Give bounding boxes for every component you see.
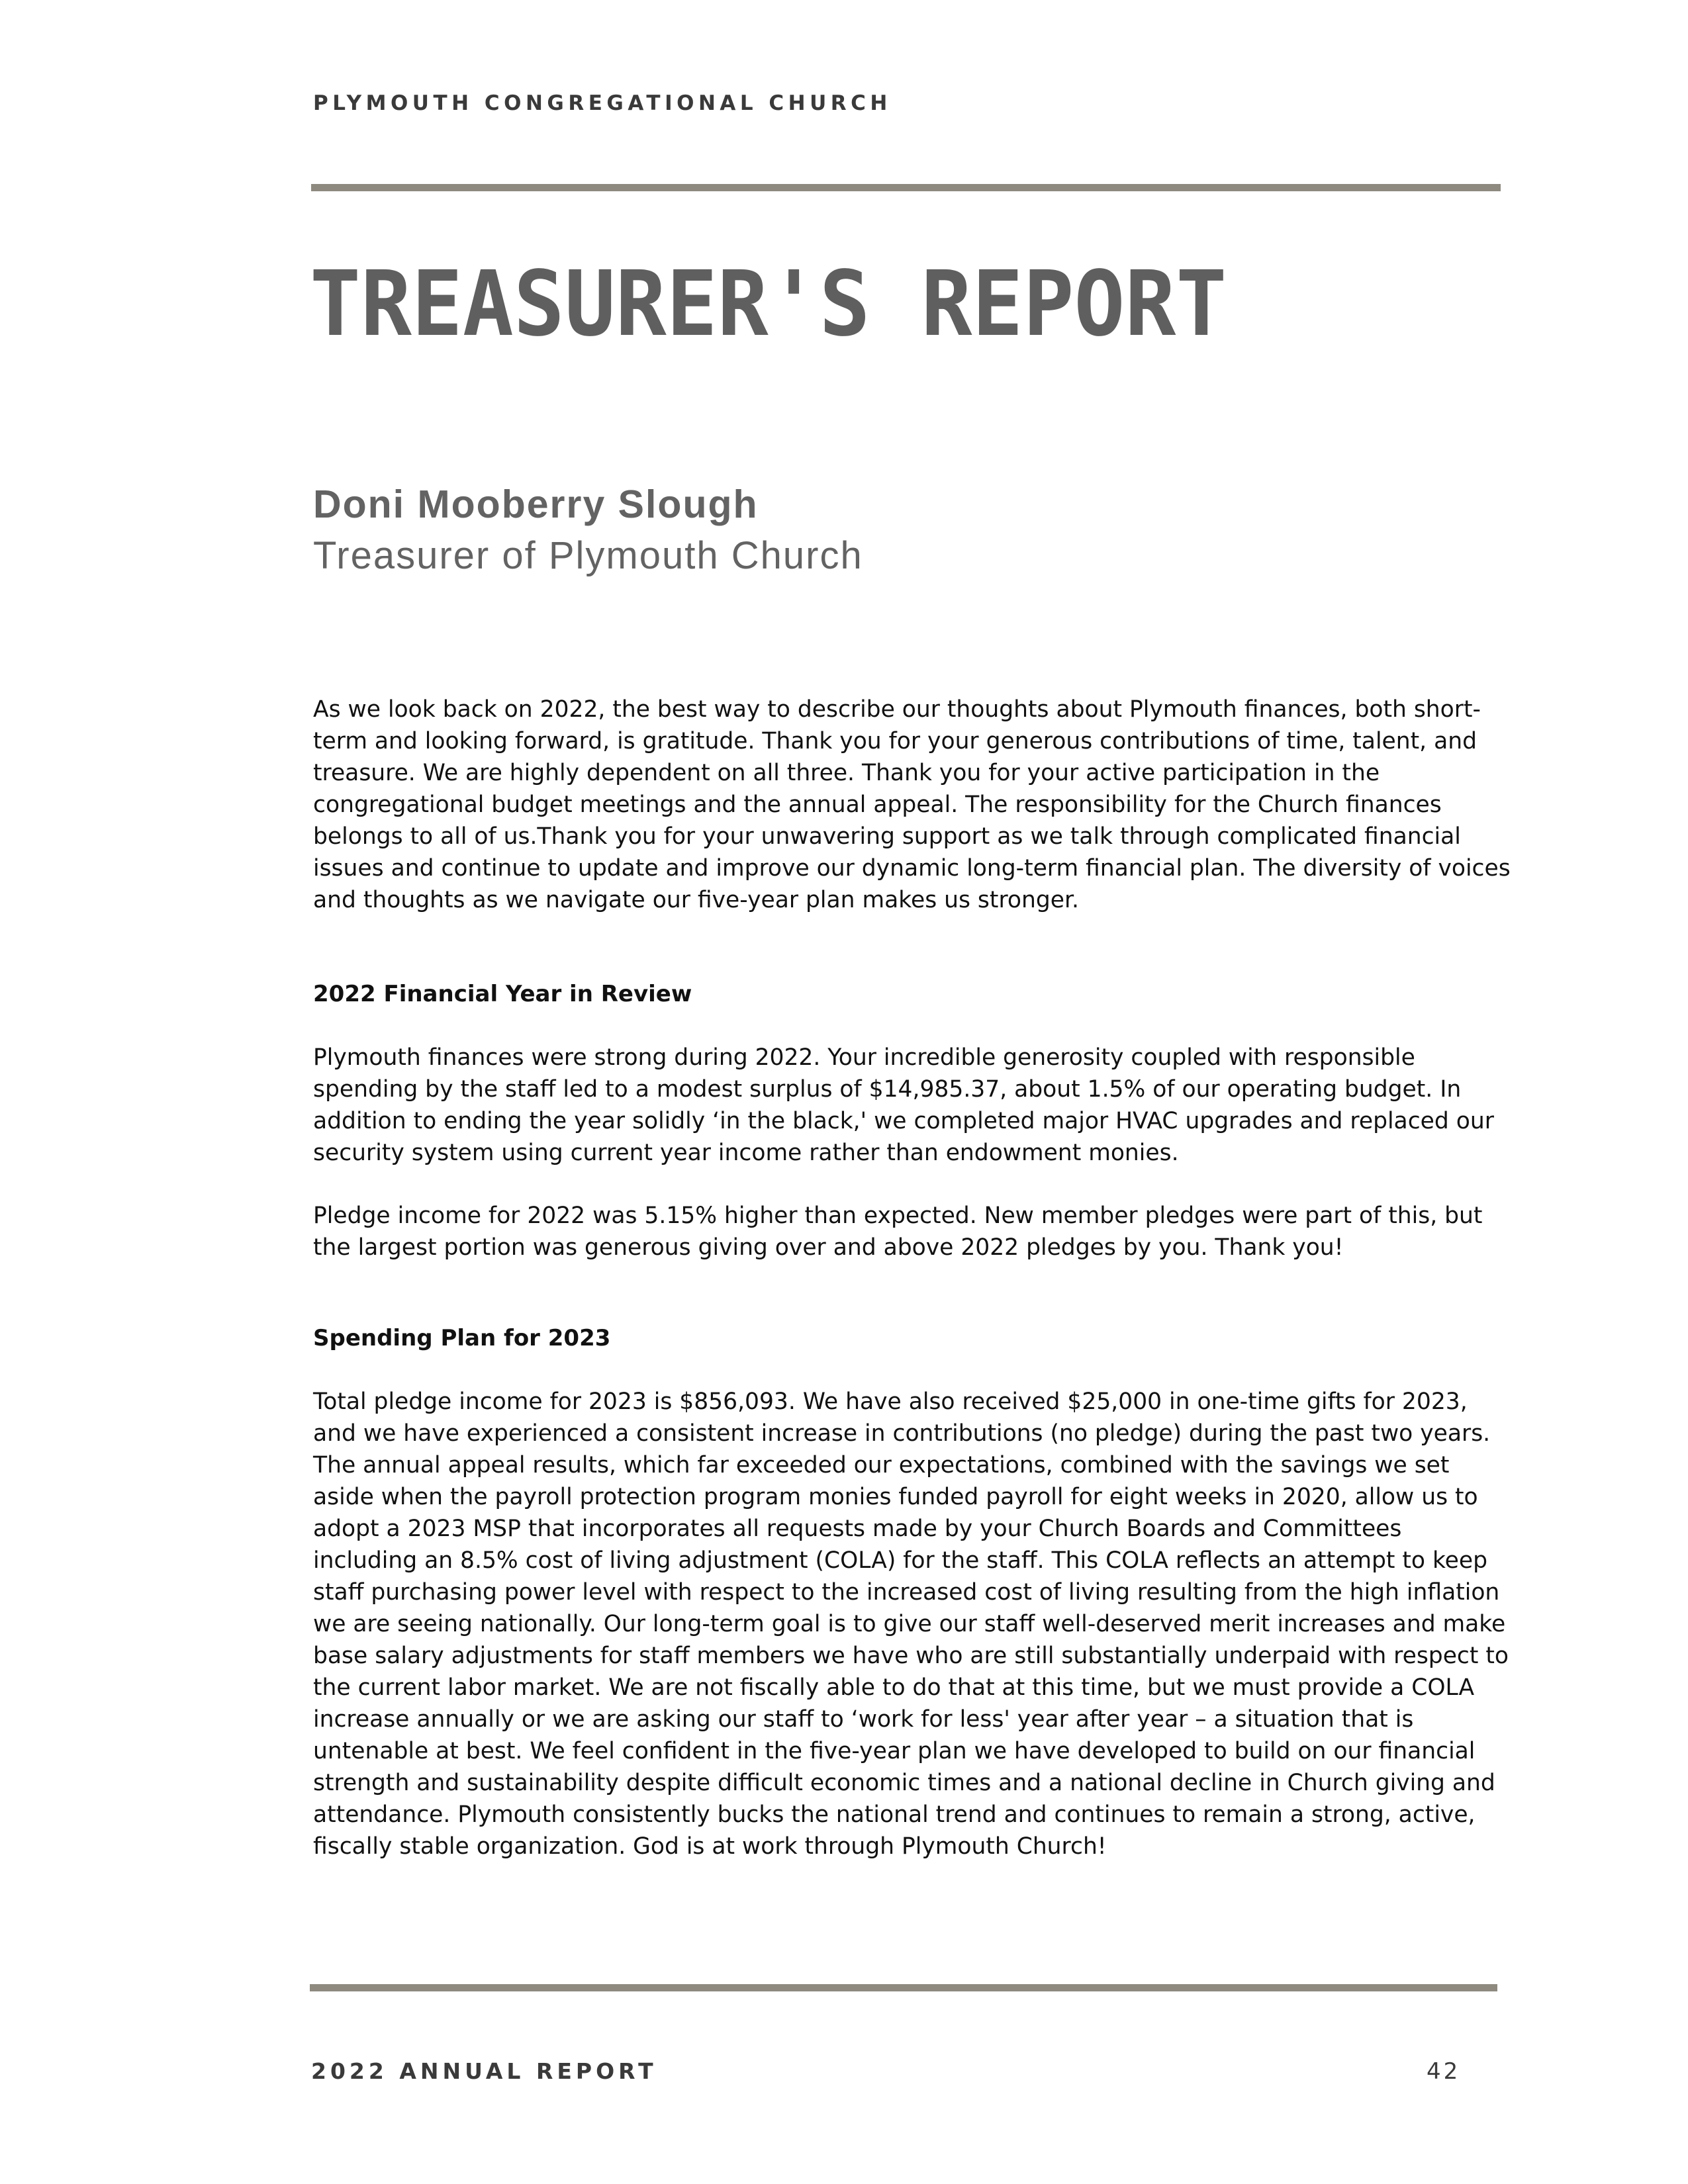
- page-title: TREASURER'S REPORT: [310, 252, 1227, 357]
- section-heading-spending-plan: Spending Plan for 2023: [313, 1325, 611, 1351]
- top-divider: [311, 184, 1501, 191]
- year-in-review-paragraph-2: Pledge income for 2022 was 5.15% higher than expected. New member pledges were part of this, but the largest portion was generous giving over and above 2022 pledges by you. Thank you!: [313, 1203, 1483, 1261]
- organization-name: PLYMOUTH CONGREGATIONAL CHURCH: [313, 91, 892, 115]
- year-in-review-paragraph-1: Plymouth finances were strong during 2022. Your incredible generosity coupled with responsible spending by the staff led to a modest surplus of $14,985.37, about 1.5% of our operating budget. In addition to ending the year solidly ‘in the black,' we completed major HVAC upgrades and replaced our security system using current year income rather than endowment monies.: [313, 1044, 1494, 1166]
- spending-plan-paragraph: Total pledge income for 2023 is $856,093. We have also received $25,000 in one-time gifts for 2023, and we have experienced a consistent increase in contributions (no pledge) during the past two years. The annual appeal results, which far exceeded our expectations, combined with the savings we set aside when the payroll protection program monies funded payroll for eight weeks in 2020, allow us to adopt a 2023 MSP that incorporates all requests made by your Church Boards and Committees including an 8.5% cost of living adjustment (COLA) for the staff. This COLA reflects an attempt to keep staff purchasing power level with respect to the increased cost of living resulting from the high inflation we are seeing nationally. Our long-term goal is to give our staff well-deserved merit increases and make base salary adjustments for staff members we have who are still substantially underpaid with respect to the current labor market. We are not fiscally able to do that at this time, but we must provide a COLA increase annually or we are asking our staff to ‘work for less' year after year – a situation that is untenable at best. We feel confident in the five-year plan we have developed to build on our financial strength and sustainability despite difficult economic times and a national decline in Church giving and attendance. Plymouth consistently bucks the national trend and continues to remain a strong, active, fiscally stable organization. God is at work through Plymouth Church!: [313, 1388, 1509, 1860]
- author-name: Doni Mooberry Slough: [313, 482, 759, 526]
- bottom-divider: [310, 1984, 1497, 1991]
- footer-label: 2022 ANNUAL REPORT: [311, 2058, 657, 2084]
- intro-paragraph: As we look back on 2022, the best way to describe our thoughts about Plymouth finances, both short-term and looking forward, is gratitude. Thank you for your generous contributions of time, talent, and treasure. We are highly dependent on all three. Thank you for your active participation in the congregational budget meetings and the annual appeal. The responsibility for the Church finances belongs to all of us.Thank you for your unwavering support as we talk through complicated financial issues and continue to update and improve our dynamic long-term financial plan. The diversity of voices and thoughts as we navigate our five-year plan makes us stronger.: [313, 696, 1511, 913]
- section-heading-year-in-review: 2022 Financial Year in Review: [313, 981, 692, 1007]
- author-role: Treasurer of Plymouth Church: [313, 534, 863, 577]
- page-number: 42: [1427, 2058, 1461, 2085]
